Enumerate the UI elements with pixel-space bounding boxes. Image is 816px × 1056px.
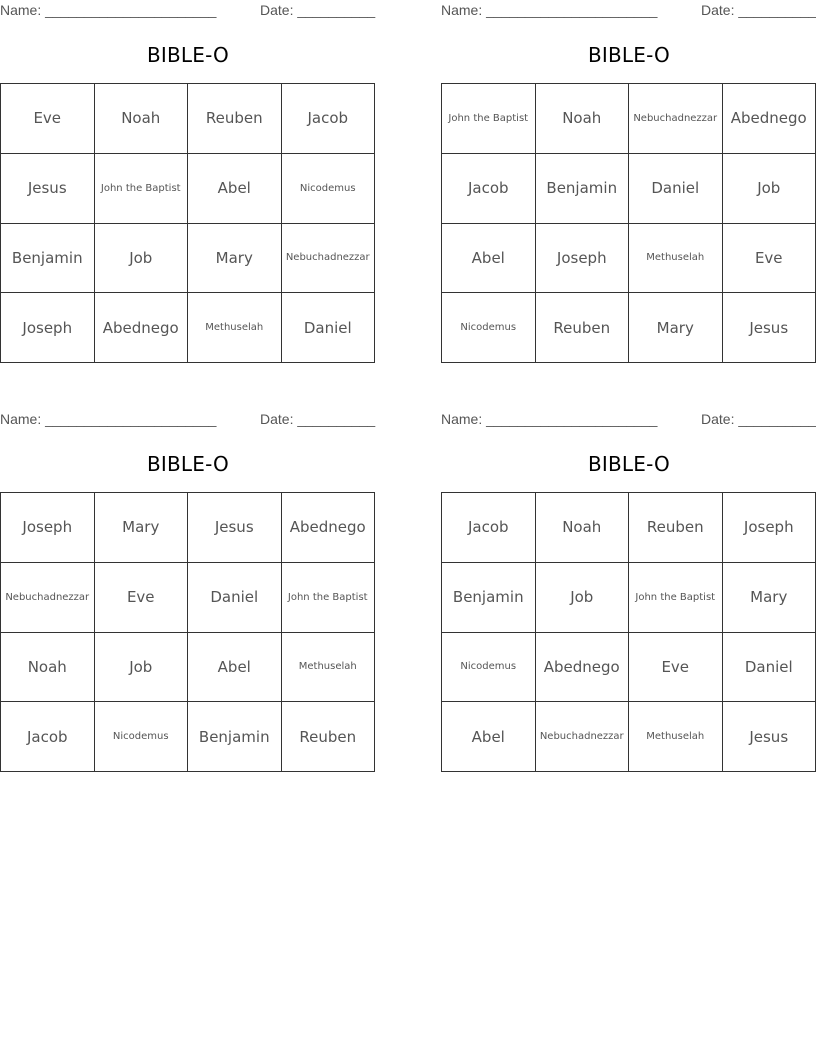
bingo-cell: John the Baptist: [442, 84, 536, 154]
bingo-cell: Methuselah: [282, 633, 376, 703]
bingo-cell: Abednego: [95, 293, 189, 363]
bingo-cell: Reuben: [629, 493, 723, 563]
bingo-cell: Job: [536, 563, 630, 633]
card-header: [0, 2, 376, 20]
bingo-cell: Mary: [188, 224, 282, 294]
bingo-cell: Benjamin: [442, 563, 536, 633]
bingo-cell: Benjamin: [536, 154, 630, 224]
bingo-cell: Jesus: [723, 702, 816, 772]
date-field-label: Date: __________: [701, 411, 816, 427]
card-title: BIBLE-O: [146, 452, 230, 476]
bingo-cell: Mary: [629, 293, 723, 363]
bingo-cell: Benjamin: [1, 224, 95, 294]
bingo-cell: Joseph: [1, 493, 95, 563]
bingo-cell: Reuben: [536, 293, 630, 363]
date-field-label: Date: __________: [701, 2, 816, 18]
bingo-cell: Joseph: [723, 493, 816, 563]
bingo-cell: Reuben: [188, 84, 282, 154]
card-title: BIBLE-O: [587, 452, 671, 476]
bingo-cell: Abednego: [723, 84, 816, 154]
bingo-cell: Mary: [723, 563, 816, 633]
bingo-cell: Joseph: [536, 224, 630, 294]
bingo-card-4: [441, 409, 816, 774]
bingo-cell: Jacob: [442, 154, 536, 224]
bingo-cell: Nicodemus: [442, 293, 536, 363]
card-header: [441, 411, 816, 429]
bingo-cell: Methuselah: [629, 224, 723, 294]
bingo-card-2: [441, 0, 816, 365]
bingo-cell: Abel: [442, 224, 536, 294]
bingo-cell: Jesus: [188, 493, 282, 563]
bingo-cell: Abel: [442, 702, 536, 772]
bingo-cell: Nicodemus: [282, 154, 376, 224]
date-field-label: Date: __________: [260, 411, 376, 427]
bingo-cell: Abednego: [282, 493, 376, 563]
bingo-cell: Noah: [1, 633, 95, 703]
bingo-cell: Daniel: [282, 293, 376, 363]
bingo-cell: Job: [95, 633, 189, 703]
bingo-cell: Abednego: [536, 633, 630, 703]
bingo-cell: Noah: [536, 84, 630, 154]
card-title: BIBLE-O: [146, 43, 230, 67]
bingo-cell: Jacob: [1, 702, 95, 772]
bingo-grid: [0, 83, 375, 363]
bingo-cell: Noah: [536, 493, 630, 563]
bingo-cell: Benjamin: [188, 702, 282, 772]
bingo-cell: Methuselah: [188, 293, 282, 363]
bingo-cell: Jacob: [442, 493, 536, 563]
bingo-cell: Nebuchadnezzar: [536, 702, 630, 772]
card-title: BIBLE-O: [587, 43, 671, 67]
name-field-label: Name: ______________________: [0, 411, 217, 427]
bingo-cell: Nebuchadnezzar: [282, 224, 376, 294]
card-header: [441, 2, 816, 20]
bingo-cell: Daniel: [188, 563, 282, 633]
name-field-label: Name: ______________________: [0, 2, 217, 18]
bingo-cell: Jesus: [1, 154, 95, 224]
bingo-card-3: [0, 409, 376, 774]
bingo-grid: [441, 83, 816, 363]
bingo-cell: Reuben: [282, 702, 376, 772]
bingo-cell: Joseph: [1, 293, 95, 363]
bingo-cell: Job: [723, 154, 816, 224]
bingo-grid: [0, 492, 375, 772]
bingo-cell: Mary: [95, 493, 189, 563]
bingo-cell: Nebuchadnezzar: [629, 84, 723, 154]
bingo-cell: John the Baptist: [629, 563, 723, 633]
bingo-cell: John the Baptist: [95, 154, 189, 224]
bingo-cell: Abel: [188, 633, 282, 703]
bingo-card-1: [0, 0, 376, 365]
bingo-cell: Noah: [95, 84, 189, 154]
bingo-cell: Nicodemus: [95, 702, 189, 772]
bingo-cell: John the Baptist: [282, 563, 376, 633]
bingo-cell: Jacob: [282, 84, 376, 154]
bingo-cell: Job: [95, 224, 189, 294]
bingo-cell: Eve: [95, 563, 189, 633]
name-field-label: Name: ______________________: [441, 411, 658, 427]
bingo-grid: [441, 492, 816, 772]
bingo-cell: Jesus: [723, 293, 816, 363]
name-field-label: Name: ______________________: [441, 2, 658, 18]
bingo-cell: Nicodemus: [442, 633, 536, 703]
bingo-cell: Daniel: [629, 154, 723, 224]
bingo-cell: Daniel: [723, 633, 816, 703]
bingo-cell: Nebuchadnezzar: [1, 563, 95, 633]
bingo-cell: Eve: [723, 224, 816, 294]
bingo-cell: Abel: [188, 154, 282, 224]
card-header: [0, 411, 376, 429]
date-field-label: Date: __________: [260, 2, 376, 18]
bingo-cell: Methuselah: [629, 702, 723, 772]
bingo-cell: Eve: [1, 84, 95, 154]
bingo-cell: Eve: [629, 633, 723, 703]
